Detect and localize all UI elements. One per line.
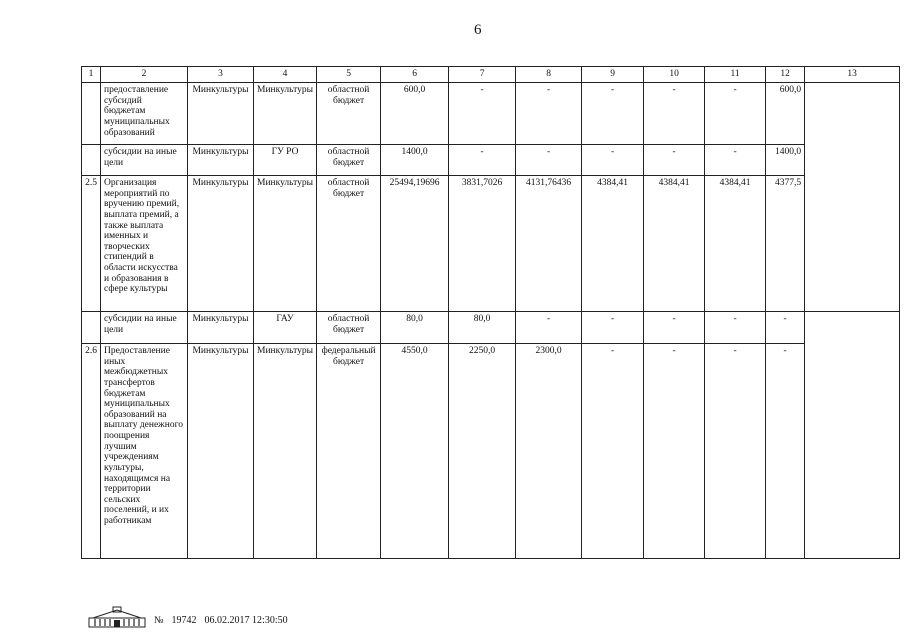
cell-col7: 80,0 — [449, 312, 516, 344]
cell-col9: - — [582, 83, 644, 145]
table-row — [82, 83, 900, 145]
cell-col6: 25494,19696 — [381, 176, 449, 312]
cell-col4: ГАУ — [254, 312, 317, 344]
cell-col10: - — [644, 145, 705, 176]
column-number-row — [82, 67, 900, 83]
cell-col4: Минкультуры — [254, 83, 317, 145]
row-number — [82, 83, 101, 145]
activity-name: субсидии на иные цели — [101, 145, 188, 176]
registration-datetime: 06.02.2017 12:30:50 — [204, 615, 288, 626]
activity-name: Организация мероприятий по вручению премий, выплата премий, а также выплата именных и творческих стипендий в области искусства и образования в сфере культуры — [101, 176, 188, 312]
cell-col12: - — [766, 344, 805, 559]
column-number: 5 — [317, 67, 381, 83]
cell-col6: 600,0 — [381, 83, 449, 145]
cell-col5: областной бюджет — [317, 312, 381, 344]
activity-name: субсидии на иные цели — [101, 312, 188, 344]
page-number: 6 — [474, 22, 482, 38]
cell-col10: 4384,41 — [644, 176, 705, 312]
cell-col8: 2300,0 — [516, 344, 582, 559]
cell-col3: Минкультуры — [188, 344, 254, 559]
column-number: 9 — [582, 67, 644, 83]
cell-col7: - — [449, 83, 516, 145]
column-number: 12 — [766, 67, 805, 83]
cell-col8: - — [516, 83, 582, 145]
cell-col11: 4384,41 — [705, 176, 766, 312]
column-number: 8 — [516, 67, 582, 83]
cell-col11: - — [705, 312, 766, 344]
cell-col8: 4131,76436 — [516, 176, 582, 312]
column-number: 1 — [82, 67, 101, 83]
row-number: 2.5 — [82, 176, 101, 312]
registration-number-sign: № — [154, 615, 164, 626]
cell-col12: 4377,5 — [766, 176, 805, 312]
registration-number: 19742 — [171, 615, 197, 626]
table-row — [82, 344, 900, 559]
activity-name: Предоставление иных межбюджетных трансфертов бюджетам муниципальных образований на выплату денежного поощрения лучшим учреждениям культуры, находящимся на территории сельских поселений, и их работникам — [101, 344, 188, 559]
cell-col5: областной бюджет — [317, 145, 381, 176]
column-number: 2 — [101, 67, 188, 83]
cell-col5: областной бюджет — [317, 176, 381, 312]
cell-col3: Минкультуры — [188, 145, 254, 176]
registration-stamp — [88, 604, 288, 628]
cell-col9: 4384,41 — [582, 176, 644, 312]
cell-col7: - — [449, 145, 516, 176]
row-number — [82, 312, 101, 344]
table-row — [82, 176, 900, 312]
cell-col4: ГУ РО — [254, 145, 317, 176]
activity-name: предоставление субсидий бюджетам муниципальных образований — [101, 83, 188, 145]
government-building-logo-icon — [88, 606, 146, 628]
column-number: 7 — [449, 67, 516, 83]
column-number: 13 — [805, 67, 900, 83]
cell-col12: 1400,0 — [766, 145, 805, 176]
column-number: 11 — [705, 67, 766, 83]
cell-col7: 3831,7026 — [449, 176, 516, 312]
cell-col11: - — [705, 145, 766, 176]
cell-col6: 1400,0 — [381, 145, 449, 176]
row-number — [82, 145, 101, 176]
cell-col13 — [805, 83, 900, 312]
row-number: 2.6 — [82, 344, 101, 559]
cell-col10: - — [644, 83, 705, 145]
cell-col6: 4550,0 — [381, 344, 449, 559]
cell-col8: - — [516, 312, 582, 344]
cell-col5: областной бюджет — [317, 83, 381, 145]
column-number: 3 — [188, 67, 254, 83]
cell-col9: - — [582, 312, 644, 344]
cell-col4: Минкультуры — [254, 344, 317, 559]
cell-col8: - — [516, 145, 582, 176]
cell-col10: - — [644, 312, 705, 344]
budget-table — [81, 66, 900, 559]
cell-col10: - — [644, 344, 705, 559]
cell-col3: Минкультуры — [188, 176, 254, 312]
cell-col3: Минкультуры — [188, 312, 254, 344]
cell-col11: - — [705, 344, 766, 559]
table-row — [82, 312, 900, 344]
cell-col6: 80,0 — [381, 312, 449, 344]
column-number: 4 — [254, 67, 317, 83]
cell-col7: 2250,0 — [449, 344, 516, 559]
table-row — [82, 145, 900, 176]
cell-col12: 600,0 — [766, 83, 805, 145]
cell-col5: федеральный бюджет — [317, 344, 381, 559]
cell-col3: Минкультуры — [188, 83, 254, 145]
cell-col9: - — [582, 145, 644, 176]
cell-col4: Минкультуры — [254, 176, 317, 312]
cell-col9: - — [582, 344, 644, 559]
column-number: 6 — [381, 67, 449, 83]
column-number: 10 — [644, 67, 705, 83]
cell-col11: - — [705, 83, 766, 145]
cell-col13 — [805, 312, 900, 559]
cell-col12: - — [766, 312, 805, 344]
